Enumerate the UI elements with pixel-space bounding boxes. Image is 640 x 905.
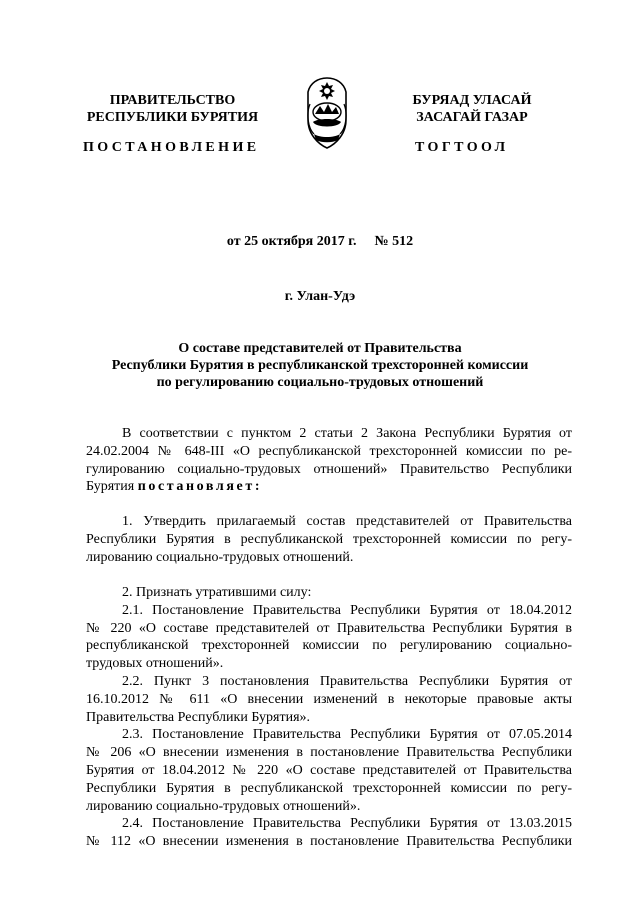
- text-line: гулированию социально-трудовых отношений» Правительство Республики: [86, 461, 572, 477]
- title-line: по регулированию социально-трудовых отношений: [156, 375, 484, 390]
- text-line: Бурятия от 18.04.2012 № 220 «О составе представителей от Правительства: [86, 762, 572, 778]
- text-line: 24.02.2004 № 648-III «О республиканской трехсторонней комиссии по ре-: [86, 443, 572, 459]
- clause-1-paragraph: [86, 513, 572, 566]
- document-type-russian: ПОСТАНОВЛЕНИЕ: [83, 140, 260, 155]
- title-line: Республики Бурятия в республиканской трехсторонней комиссии: [111, 358, 529, 373]
- text-line: № 112 «О внесении изменения в постановление Правительства Республики: [86, 834, 572, 850]
- resolves-keyword: постановляет:: [137, 479, 263, 495]
- document-date: от 25 октября 2017 г.: [226, 234, 357, 249]
- issuer-buryat-line-1: БУРЯАД УЛАСАЙ: [412, 93, 532, 108]
- preamble-paragraph: [86, 425, 572, 496]
- text-line: лированию социально-трудовых отношений.: [86, 549, 354, 565]
- city-name: г. Улан-Удэ: [284, 289, 356, 304]
- document-type-buryat: ТОГТООЛ: [415, 140, 509, 155]
- text-line: Республики Бурятия в республиканской трехсторонней комиссии по регу-: [86, 531, 572, 547]
- document-title: [60, 340, 580, 391]
- clause-2-paragraph: [86, 584, 572, 851]
- text-line: Республики Бурятия в республиканской трехсторонней комиссии по регу-: [86, 780, 572, 796]
- text-line: [86, 478, 572, 496]
- issuer-name-buryat: [372, 92, 572, 126]
- text-line: № 206 «О внесении изменения в постановление Правительства Республики: [86, 745, 572, 761]
- text-line: 2.4. Постановление Правительства Республики Бурятия от 13.03.2015: [122, 816, 572, 832]
- text-line: 1. Утвердить прилагаемый состав представителей от Правительства: [122, 514, 572, 529]
- text-line: 2.1. Постановление Правительства Республики Бурятия от 18.04.2012: [122, 602, 572, 618]
- text-line: 2.2. Пункт 3 постановления Правительства Республики Бурятия от: [122, 673, 572, 689]
- text-line: 2.3. Постановление Правительства Республики Бурятия от 07.05.2014: [122, 727, 572, 743]
- title-line: О составе представителей от Правительства: [178, 341, 462, 356]
- coat-of-arms-icon: [300, 74, 354, 150]
- date-and-number: [0, 234, 640, 250]
- text-fragment: Бурятия: [86, 479, 135, 495]
- text-line: 2. Признать утратившими силу:: [122, 585, 312, 600]
- issuer-name-russian: [60, 92, 285, 126]
- issuer-line-1: ПРАВИТЕЛЬСТВО: [109, 93, 236, 108]
- issuer-buryat-line-2: ЗАСАГАЙ ГАЗАР: [416, 110, 528, 125]
- text-line: трудовых отношений».: [86, 656, 224, 672]
- text-line: Правительства Республики Бурятия».: [86, 709, 311, 725]
- text-line: 16.10.2012 № 611 «О внесении изменений в некоторые правовые акты: [86, 691, 572, 707]
- text-line: В соответствии с пунктом 2 статьи 2 Закона Республики Бурятия от: [122, 426, 572, 441]
- text-line: республиканской трехсторонней комиссии по регулированию социально-: [86, 638, 572, 654]
- text-line: № 220 «О составе представителей от Правительства Республики Бурятия в: [86, 620, 572, 636]
- text-line: лированию социально-трудовых отношений».: [86, 798, 361, 814]
- document-number: № 512: [374, 234, 414, 249]
- issuer-line-2: РЕСПУБЛИКИ БУРЯТИЯ: [86, 110, 259, 125]
